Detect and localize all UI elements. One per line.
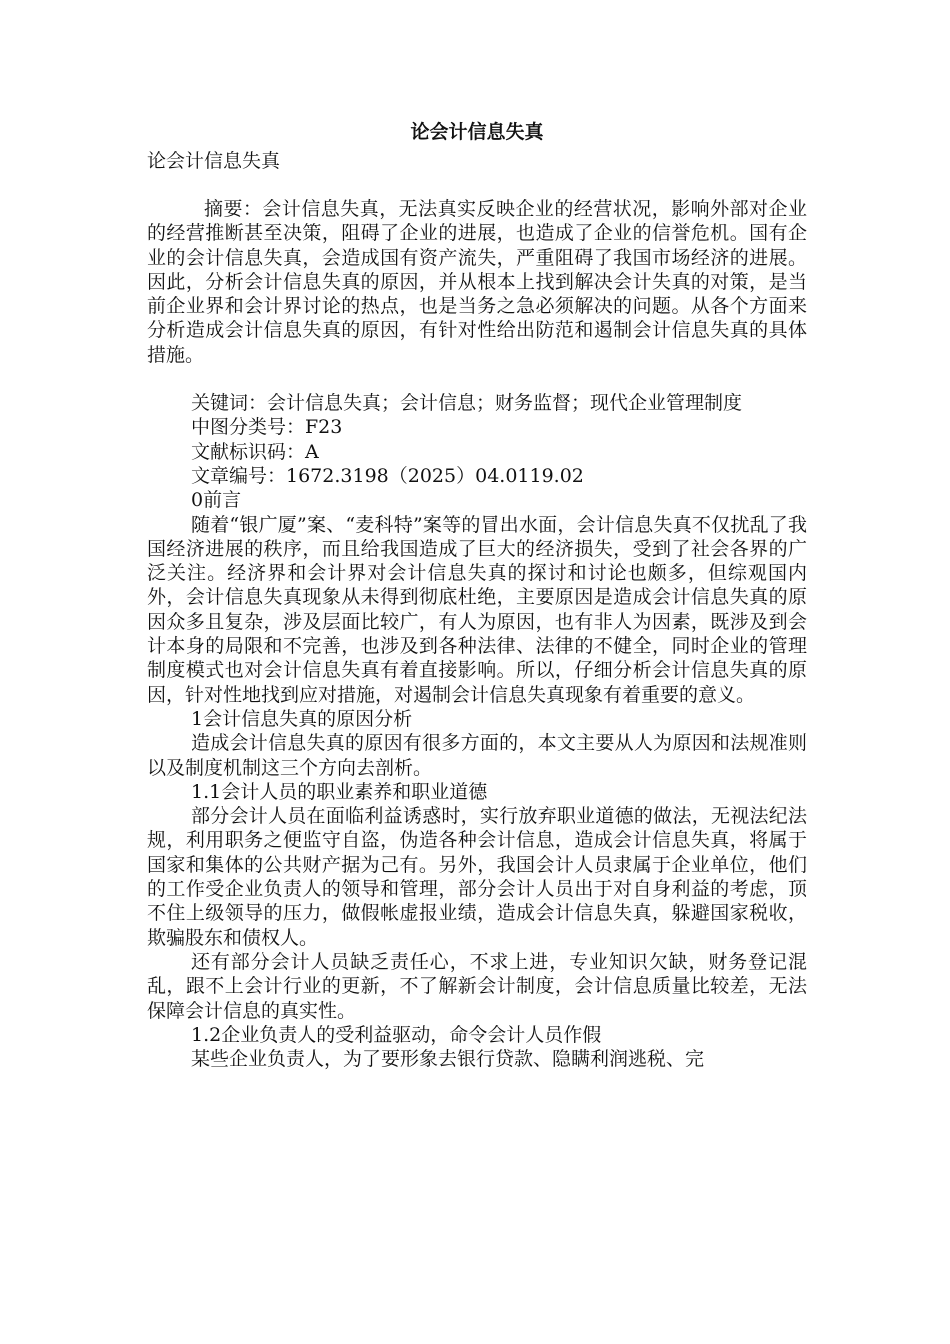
subsection-heading: 1.2企业负责人的受利益驱动，命令会计人员作假 — [191, 1023, 602, 1046]
document-subtitle: 论会计信息失真 — [147, 150, 281, 172]
blank-line — [147, 173, 807, 197]
body-paragraph: 某些企业负责人，为了要形象去银行贷款、隐瞒利润逃税、完 — [191, 1048, 705, 1071]
blank-line — [147, 367, 807, 391]
document-code-line: 文献标识码：A — [191, 440, 319, 463]
body-paragraph: 部分会计人员在面临利益诱惑时，实行放弃职业道德的做法，无视法纪法规，利用职务之便监守自盗，伪造各种会计信息，造成会计信息失真，将属于国家和集体的公共财产据为己有。另外，我国会计人员隶属于企业单位，他们的工作受企业负责人的领导和管理，部分会计人员出于对自身利益的考虑，顶不住上级领导的压力，做假帐虚报业绩，造成会计信息失真，躲避国家税收，欺骗股东和债权人。 — [147, 805, 807, 949]
section-heading: 1会计信息失真的原因分析 — [191, 707, 413, 730]
body-paragraph: 造成会计信息失真的原因有很多方面的，本文主要从人为原因和法规准则以及制度机制这三个方向去剖析。 — [147, 732, 807, 779]
classification-line: 中图分类号：F23 — [191, 416, 343, 439]
article-number-line: 文章编号：1672.3198（2025）04.0119.02 — [191, 464, 584, 487]
document-title: 论会计信息失真 — [410, 121, 544, 143]
abstract-paragraph: 摘要：会计信息失真，无法真实反映企业的经营状况，影响外部对企业的经营推断甚至决策，阻碍了企业的进展，也造成了企业的信誉危机。国有企业的会计信息失真，会造成国有资产流失，严重阻碍了我国市场经济的进展。因此，分析会计信息失真的原因，并从根本上找到解决会计失真的对策，是当前企业界和会计界讨论的热点，也是当务之急必须解决的问题。从各个方面来分析造成会计信息失真的原因，有针对性给出防范和遏制会计信息失真的具体措施。 — [147, 198, 807, 366]
body-paragraph: 还有部分会计人员缺乏责任心，不求上进，专业知识欠缺，财务登记混乱，跟不上会计行业的更新，不了解新会计制度，会计信息质量比较差，无法保障会计信息的真实性。 — [147, 950, 807, 1022]
document-body — [147, 120, 807, 1071]
keywords-line: 关键词：会计信息失真；会计信息；财务监督；现代企业管理制度 — [191, 392, 743, 415]
subsection-heading: 1.1会计人员的职业素养和职业道德 — [191, 780, 488, 803]
section-heading: 0前言 — [191, 489, 242, 512]
body-paragraph: 随着“银广厦”案、“麦科特”案等的冒出水面，会计信息失真不仅扰乱了我国经济进展的秩序，而且给我国造成了巨大的经济损失，受到了社会各界的广泛关注。经济界和会计界对会计信息失真的探讨和讨论也颇多，但综观国内外，会计信息失真现象从未得到彻底杜绝，主要原因是造成会计信息失真的原因众多且复杂，涉及层面比较广，有人为原因，也有非人为因素，既涉及到会计本身的局限和不完善，也涉及到各种法律、法律的不健全，同时企业的管理制度模式也对会计信息失真有着直接影响。所以，仔细分析会计信息失真的原因，针对性地找到应对措施，对遏制会计信息失真现象有着重要的意义。 — [147, 513, 807, 706]
